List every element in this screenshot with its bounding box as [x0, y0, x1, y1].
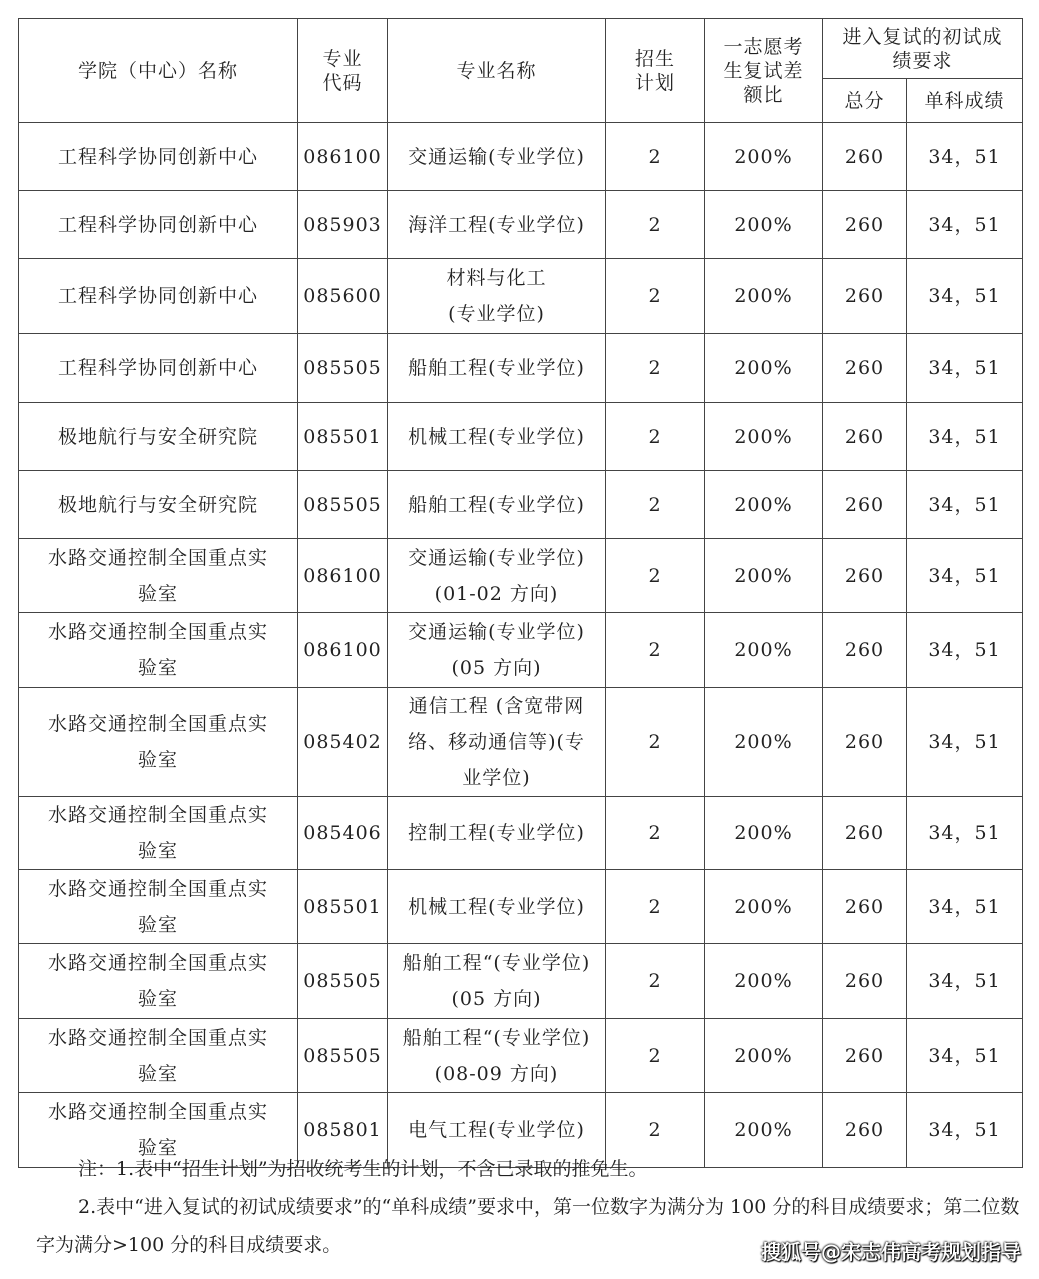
header-single: 单科成绩 [907, 79, 1023, 123]
cell-college: 水路交通控制全国重点实 验室 [19, 944, 298, 1019]
cell-single: 34，51 [907, 688, 1023, 797]
cell-single: 34，51 [907, 259, 1023, 334]
cell-ratio: 200% [705, 613, 823, 688]
cell-total: 260 [823, 944, 907, 1019]
cell-plan: 2 [606, 870, 705, 944]
cell-code: 085406 [298, 797, 388, 870]
table-row [19, 539, 1023, 613]
cell-college: 水路交通控制全国重点实 验室 [19, 688, 298, 797]
cell-ratio: 200% [705, 123, 823, 191]
cell-code: 085505 [298, 944, 388, 1019]
cell-college: 水路交通控制全国重点实 验室 [19, 539, 298, 613]
cell-major: 材料与化工 (专业学位) [388, 259, 606, 334]
table-row [19, 944, 1023, 1019]
cell-total: 260 [823, 1019, 907, 1093]
table-row [19, 123, 1023, 191]
cell-ratio: 200% [705, 191, 823, 259]
cell-code: 085600 [298, 259, 388, 334]
cell-plan: 2 [606, 944, 705, 1019]
cell-plan: 2 [606, 539, 705, 613]
cell-major: 通信工程 (含宽带网 络、移动通信等)(专 业学位) [388, 688, 606, 797]
cell-code: 085505 [298, 471, 388, 539]
cell-total: 260 [823, 870, 907, 944]
cell-plan: 2 [606, 1093, 705, 1168]
cell-major: 机械工程(专业学位) [388, 403, 606, 471]
cell-major: 海洋工程(专业学位) [388, 191, 606, 259]
cell-single: 34，51 [907, 1093, 1023, 1168]
cell-major: 控制工程(专业学位) [388, 797, 606, 870]
cell-total: 260 [823, 797, 907, 870]
table-row [19, 259, 1023, 334]
header-total: 总分 [823, 79, 907, 123]
cell-ratio: 200% [705, 259, 823, 334]
cell-code: 085505 [298, 334, 388, 403]
cell-college: 极地航行与安全研究院 [19, 403, 298, 471]
cell-single: 34，51 [907, 870, 1023, 944]
cell-single: 34，51 [907, 334, 1023, 403]
cell-ratio: 200% [705, 334, 823, 403]
cell-plan: 2 [606, 403, 705, 471]
cell-code: 085801 [298, 1093, 388, 1168]
cell-single: 34，51 [907, 539, 1023, 613]
cell-ratio: 200% [705, 688, 823, 797]
cell-ratio: 200% [705, 944, 823, 1019]
cell-plan: 2 [606, 797, 705, 870]
cell-code: 086100 [298, 613, 388, 688]
cell-ratio: 200% [705, 1093, 823, 1168]
table-row [19, 403, 1023, 471]
cell-college: 工程科学协同创新中心 [19, 334, 298, 403]
table-row [19, 688, 1023, 797]
cell-college: 水路交通控制全国重点实 验室 [19, 1093, 298, 1168]
header-code: 专业 代码 [298, 19, 388, 123]
cell-college: 水路交通控制全国重点实 验室 [19, 797, 298, 870]
cell-plan: 2 [606, 471, 705, 539]
cell-major: 船舶工程(专业学位) [388, 334, 606, 403]
cell-total: 260 [823, 688, 907, 797]
cell-single: 34，51 [907, 123, 1023, 191]
cell-total: 260 [823, 334, 907, 403]
cell-plan: 2 [606, 334, 705, 403]
cell-total: 260 [823, 1093, 907, 1168]
cell-code: 085501 [298, 870, 388, 944]
cell-code: 086100 [298, 539, 388, 613]
cell-plan: 2 [606, 259, 705, 334]
cell-total: 260 [823, 123, 907, 191]
cell-plan: 2 [606, 613, 705, 688]
cell-college: 工程科学协同创新中心 [19, 191, 298, 259]
table-row [19, 1019, 1023, 1093]
cell-major: 船舶工程(专业学位) [388, 471, 606, 539]
cell-plan: 2 [606, 1019, 705, 1093]
watermark: 搜狐号@宋志伟高考规划指导 [761, 1240, 1021, 1264]
cell-ratio: 200% [705, 471, 823, 539]
cell-college: 水路交通控制全国重点实 验室 [19, 1019, 298, 1093]
cell-major: 机械工程(专业学位) [388, 870, 606, 944]
cell-ratio: 200% [705, 797, 823, 870]
cell-college: 工程科学协同创新中心 [19, 123, 298, 191]
cell-college: 极地航行与安全研究院 [19, 471, 298, 539]
note-2: 2.表中“进入复试的初试成绩要求”的“单科成绩”要求中，第一位数字为满分为 100 分的科目成绩要求；第二位数字为满分>100 分的科目成绩要求。 [36, 1196, 1020, 1256]
cell-major: 船舶工程“(专业学位) (05 方向) [388, 944, 606, 1019]
cell-college: 水路交通控制全国重点实 验室 [19, 613, 298, 688]
table-row [19, 870, 1023, 944]
cell-major: 交通运输(专业学位) [388, 123, 606, 191]
cell-major: 船舶工程“(专业学位) (08-09 方向) [388, 1019, 606, 1093]
cell-code: 085903 [298, 191, 388, 259]
cell-college: 工程科学协同创新中心 [19, 259, 298, 334]
admission-table [18, 18, 1023, 1168]
cell-major: 电气工程(专业学位) [388, 1093, 606, 1168]
cell-code: 085505 [298, 1019, 388, 1093]
cell-ratio: 200% [705, 539, 823, 613]
header-requirement: 进入复试的初试成 绩要求 [823, 19, 1023, 79]
cell-code: 085501 [298, 403, 388, 471]
cell-code: 086100 [298, 123, 388, 191]
cell-total: 260 [823, 613, 907, 688]
cell-college: 水路交通控制全国重点实 验室 [19, 870, 298, 944]
cell-plan: 2 [606, 123, 705, 191]
header-college: 学院（中心）名称 [19, 19, 298, 123]
note-1: 注：1.表中“招生计划”为招收统考生的计划，不含已录取的推免生。 [78, 1158, 648, 1180]
table-row [19, 334, 1023, 403]
cell-ratio: 200% [705, 1019, 823, 1093]
header-plan: 招生 计划 [606, 19, 705, 123]
table-row [19, 191, 1023, 259]
cell-plan: 2 [606, 191, 705, 259]
cell-total: 260 [823, 471, 907, 539]
header-ratio: 一志愿考 生复试差 额比 [705, 19, 823, 123]
cell-single: 34，51 [907, 191, 1023, 259]
cell-total: 260 [823, 191, 907, 259]
cell-major: 交通运输(专业学位) (05 方向) [388, 613, 606, 688]
cell-single: 34，51 [907, 613, 1023, 688]
cell-single: 34，51 [907, 471, 1023, 539]
cell-ratio: 200% [705, 870, 823, 944]
cell-plan: 2 [606, 688, 705, 797]
table-row [19, 613, 1023, 688]
cell-total: 260 [823, 259, 907, 334]
cell-single: 34，51 [907, 944, 1023, 1019]
cell-ratio: 200% [705, 403, 823, 471]
cell-single: 34，51 [907, 797, 1023, 870]
cell-major: 交通运输(专业学位) (01-02 方向) [388, 539, 606, 613]
cell-single: 34，51 [907, 1019, 1023, 1093]
cell-total: 260 [823, 539, 907, 613]
table-row [19, 471, 1023, 539]
cell-single: 34，51 [907, 403, 1023, 471]
cell-code: 085402 [298, 688, 388, 797]
header-major: 专业名称 [388, 19, 606, 123]
table-row [19, 797, 1023, 870]
cell-total: 260 [823, 403, 907, 471]
